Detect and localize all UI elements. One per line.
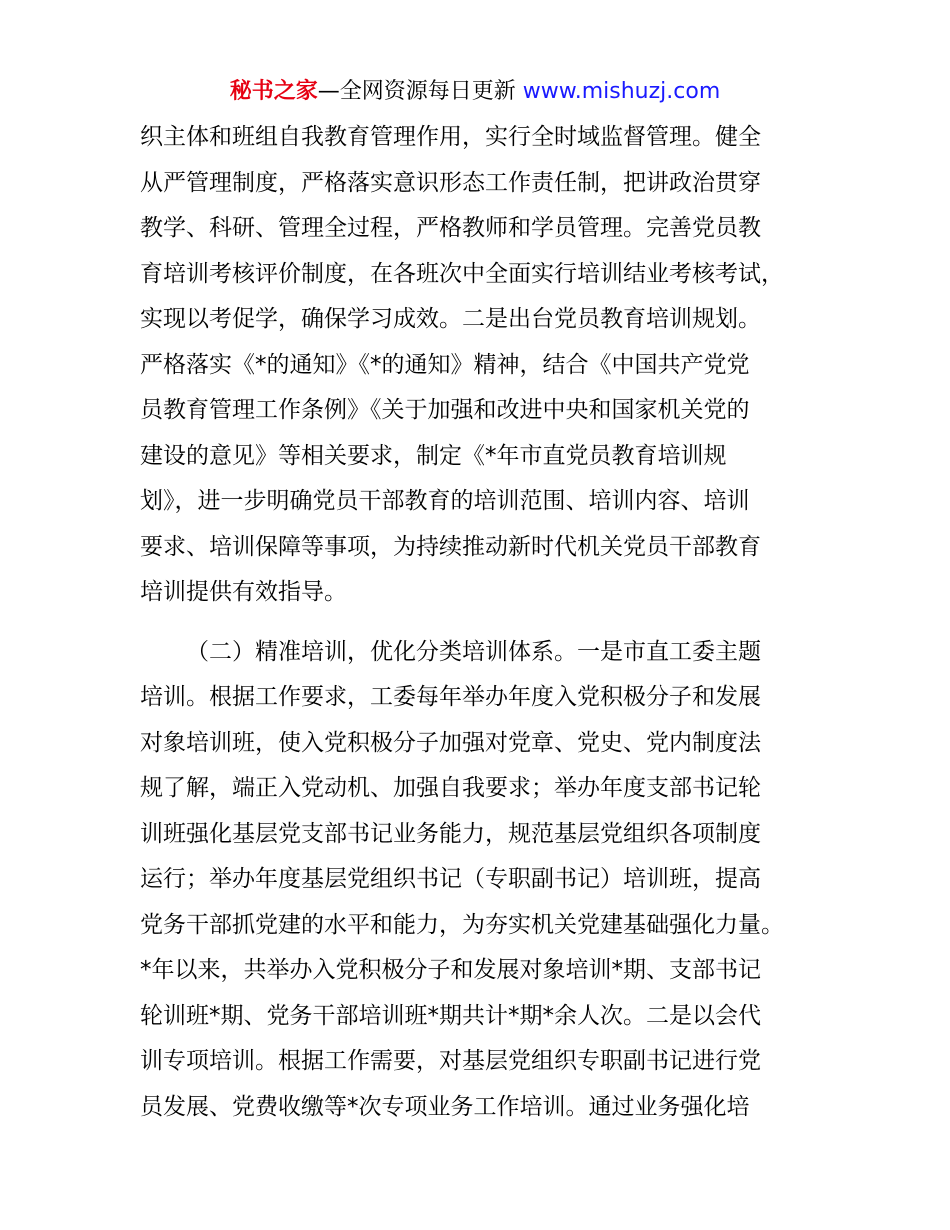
text-line: 严格落实《*的通知》《*的通知》精神，结合《中国共产党党 bbox=[140, 351, 750, 378]
text-line: 培训提供有效指导。 bbox=[140, 579, 347, 605]
paragraph-gap bbox=[140, 616, 820, 630]
text-line: 训班强化基层党支部书记业务能力，规范基层党组织各项制度 bbox=[140, 820, 761, 847]
text-line: 运行；举办年度基层党组织书记（专职副书记）培训班，提高 bbox=[140, 866, 761, 892]
text-line: 实现以考促学，确保学习成效。二是出台党员教育培训规划。 bbox=[140, 306, 761, 332]
text-line: 轮训班*期、党务干部培训班*期共计*期*余人次。二是以会代 bbox=[140, 1002, 761, 1029]
text-line: 划》，进一步明确党员干部教育的培训范围、培训内容、培训 bbox=[140, 488, 750, 514]
text-line: 要求、培训保障等事项，为持续推动新时代机关党员干部教育 bbox=[140, 533, 761, 560]
page-header bbox=[0, 76, 950, 108]
text-line: 训专项培训。根据工作需要，对基层党组织专职副书记进行党 bbox=[140, 1048, 761, 1074]
text-line: 建设的意见》等相关要求，制定《*年市直党员教育培训规 bbox=[140, 442, 727, 469]
brand-name: 秘书之家 bbox=[229, 79, 318, 104]
text-line: 党务干部抓党建的水平和能力，为夯实机关党建基础强化力量。 bbox=[140, 911, 784, 938]
text-line: 织主体和班组自我教育管理作用，实行全时域监督管理。健全 bbox=[140, 124, 761, 150]
header-slogan: —全网资源每日更新 bbox=[317, 79, 523, 104]
document-body bbox=[140, 115, 820, 1130]
text-line: *年以来，共举办入党积极分子和发展对象培训*期、支部书记 bbox=[140, 957, 761, 983]
text-line: 对象培训班，使入党积极分子加强对党章、党史、党内制度法 bbox=[140, 729, 761, 756]
text-line: 育培训考核评价制度，在各班次中全面实行培训结业考核考试， bbox=[140, 260, 784, 287]
text-line: 教学、科研、管理全过程，严格教师和学员管理。完善党员教 bbox=[140, 215, 761, 241]
text-line: 从严管理制度，严格落实意识形态工作责任制，把讲政治贯穿 bbox=[140, 169, 761, 196]
paragraph-2 bbox=[140, 630, 820, 1131]
text-line: 员发展、党费收缴等*次专项业务工作培训。通过业务强化培 bbox=[140, 1093, 750, 1120]
text-line: 规了解，端正入党动机、加强自我要求；举办年度支部书记轮 bbox=[140, 775, 761, 801]
website-url[interactable]: www.mishuzj.com bbox=[522, 79, 721, 104]
text-line: 培训。根据工作要求，工委每年举办年度入党积极分子和发展 bbox=[140, 684, 761, 710]
text-line-first: （二）精准培训，优化分类培训体系。一是市直工委主题 bbox=[186, 638, 761, 665]
text-line: 员教育管理工作条例》《关于加强和改进中央和国家机关党的 bbox=[140, 397, 750, 423]
paragraph-1 bbox=[140, 115, 820, 616]
